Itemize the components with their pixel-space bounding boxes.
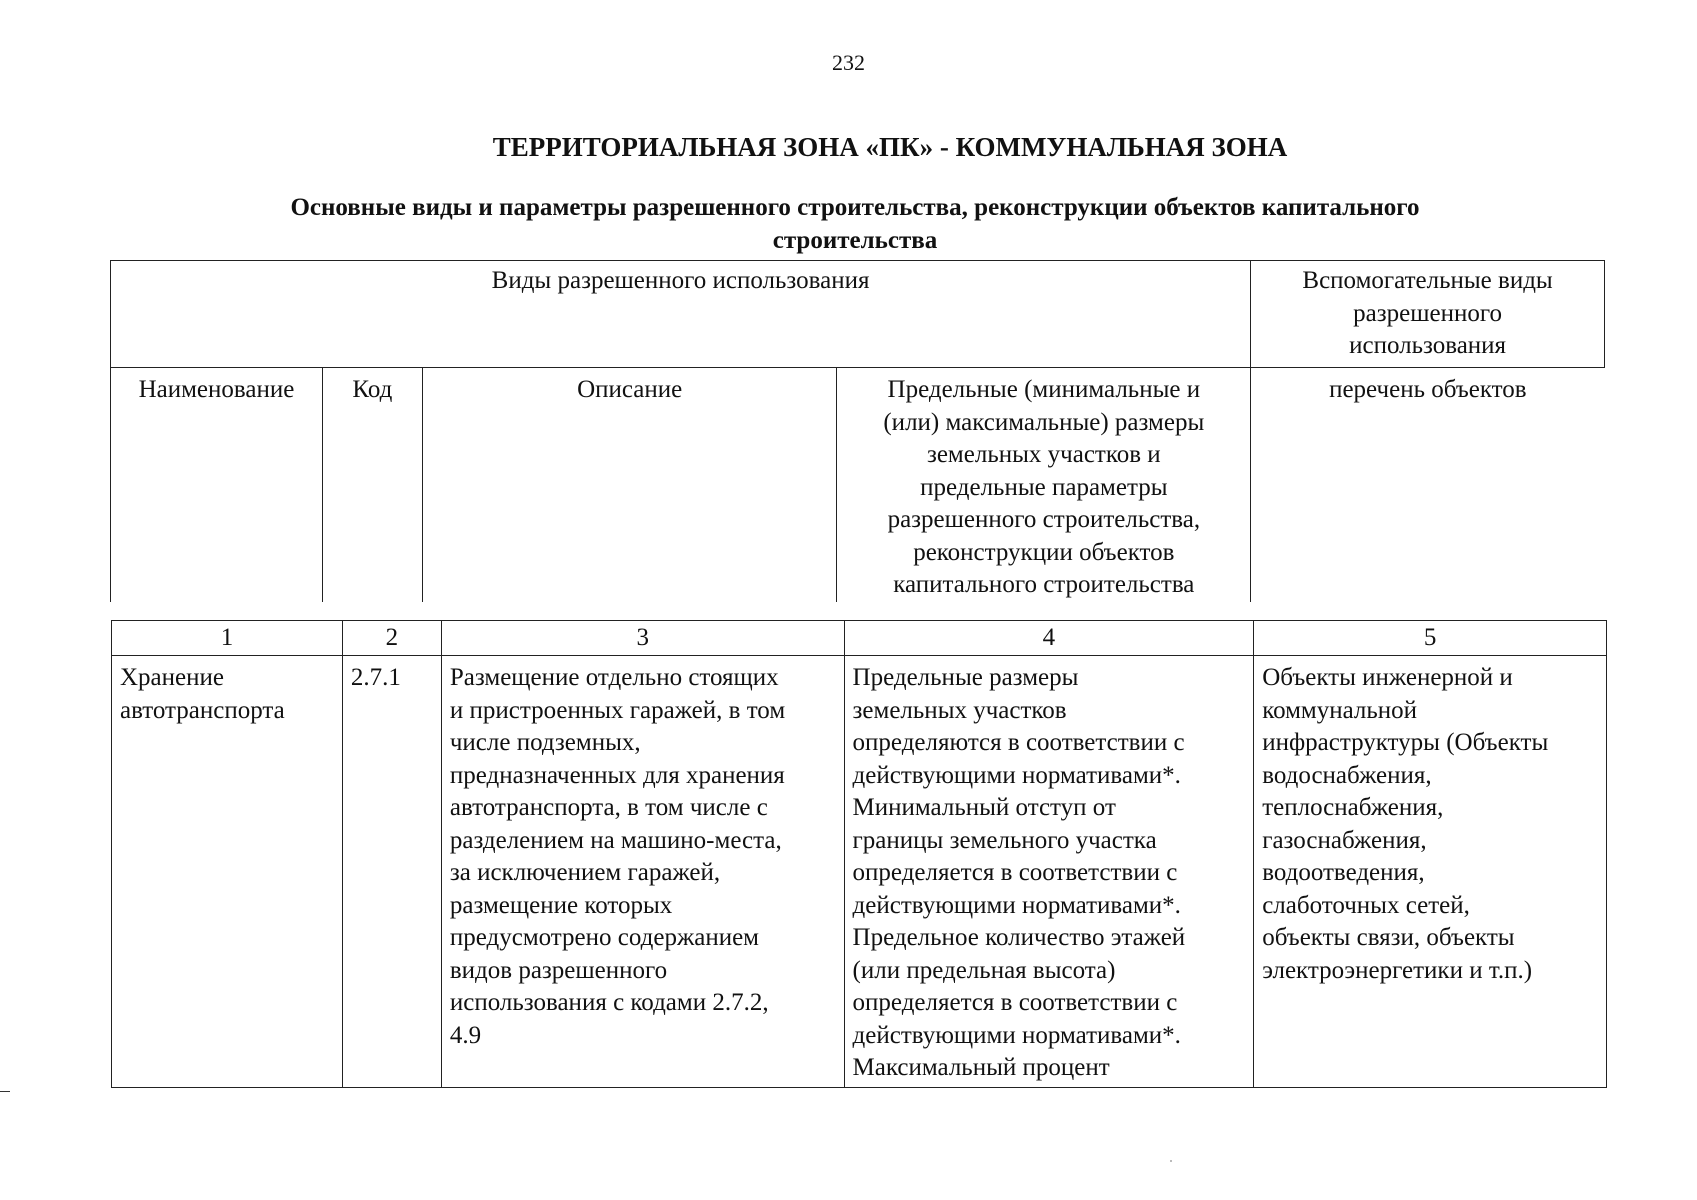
- column-numbers-row: [112, 621, 1607, 656]
- margin-mark: [0, 1091, 10, 1092]
- parameters-header-line: капитального строительства: [893, 571, 1195, 598]
- cell-line: разделением на машино-места,: [449, 826, 782, 854]
- cell-line: определяется в соответствии с: [852, 859, 1178, 886]
- parameters-header-line: земельных участков и: [926, 441, 1161, 468]
- cell-line: действующими нормативами*.: [852, 891, 1181, 919]
- parameters-header-line: разрешенного строительства,: [887, 506, 1201, 533]
- cell-line: газоснабжения,: [1262, 826, 1427, 854]
- cell-description: [441, 656, 844, 1088]
- column-number: 5: [1254, 621, 1607, 656]
- auxiliary-uses-label-line: Вспомогательные виды: [1302, 267, 1553, 294]
- cell-line: числе подземных,: [449, 729, 641, 756]
- cell-line: Максимальный процент: [852, 1054, 1110, 1081]
- cell-line: электроэнергетики и т.п.): [1262, 956, 1533, 984]
- cell-line: Минимальный отступ от: [852, 794, 1116, 821]
- cell-line: 4.9: [449, 1021, 482, 1049]
- cell-line: видов разрешенного: [449, 956, 668, 984]
- zone-uses-table: [111, 620, 1607, 1088]
- cell-line: (или предельная высота): [852, 956, 1116, 984]
- auxiliary-uses-label-line: разрешенного: [1353, 299, 1502, 327]
- page-number: 232: [832, 50, 865, 75]
- cell-line: теплоснабжения,: [1262, 794, 1444, 821]
- subtitle-line-1: Основные виды и параметры разрешенного строительства, реконструкции объектов капитального: [290, 194, 1420, 221]
- cell-line: водоотведения,: [1262, 859, 1425, 886]
- cell-line: за исключением гаражей,: [449, 859, 721, 886]
- cell-line: и пристроенных гаражей, в том: [449, 696, 786, 724]
- cell-line: коммунальной: [1262, 696, 1418, 724]
- table-row: [112, 656, 1607, 1088]
- cell-line: использования с кодами 2.7.2,: [449, 989, 769, 1016]
- cell-line: Предельные размеры: [852, 664, 1079, 691]
- column-number: 1: [112, 621, 343, 656]
- cell-line: Предельное количество этажей: [852, 924, 1186, 951]
- cell-name: [112, 656, 343, 1088]
- zone-title: ТЕРРИТОРИАЛЬНАЯ ЗОНА «ПК» - КОММУНАЛЬНАЯ ЗОНА: [492, 132, 1288, 162]
- parameters-header-line: реконструкции объектов: [913, 538, 1175, 566]
- column-header-parameters: [837, 368, 1251, 602]
- cell-line: инфраструктуры (Объекты: [1262, 729, 1549, 756]
- cell-line: действующими нормативами*.: [852, 761, 1181, 789]
- cell-line: границы земельного участка: [852, 826, 1157, 854]
- permitted-uses-header: [111, 261, 1251, 368]
- cell-line: Объекты инженерной и: [1262, 664, 1513, 691]
- subtitle-line-2: строительства: [772, 227, 938, 254]
- column-number: 2: [342, 621, 441, 656]
- cell-line: объекты связи, объекты: [1262, 924, 1515, 951]
- column-header-name: Наименование: [111, 368, 323, 602]
- column-number: 4: [844, 621, 1254, 656]
- cell-line: автотранспорта: [120, 696, 285, 724]
- cell-line: действующими нормативами*.: [852, 1021, 1181, 1049]
- cell-parameters: [844, 656, 1254, 1088]
- cell-line: определяются в соответствии с: [852, 729, 1185, 756]
- auxiliary-uses-header: [1251, 261, 1605, 368]
- cell-line: земельных участков: [852, 696, 1067, 724]
- cell-code: 2.7.1: [342, 656, 441, 1088]
- scan-speck: [1170, 1160, 1172, 1162]
- column-header-description: Описание: [422, 368, 837, 602]
- cell-line: слаботочных сетей,: [1262, 891, 1470, 919]
- parameters-header-line: предельные параметры: [920, 473, 1168, 501]
- cell-line: Хранение: [120, 664, 224, 691]
- permitted-uses-label: Виды разрешенного использования: [491, 267, 870, 294]
- cell-line: предусмотрено содержанием: [449, 924, 760, 951]
- cell-line: размещение которых: [449, 891, 673, 919]
- parameters-header-line: Предельные (минимальные и: [887, 376, 1201, 403]
- header-table: [110, 260, 1605, 602]
- parameters-header-line: (или) максимальные) размеры: [883, 408, 1205, 436]
- column-number: 3: [441, 621, 844, 656]
- column-header-code: Код: [322, 368, 422, 602]
- column-header-objects-list: перечень объектов: [1251, 368, 1605, 602]
- cell-auxiliary-objects: [1254, 656, 1607, 1088]
- auxiliary-uses-label-line: использования: [1349, 332, 1507, 359]
- cell-line: водоснабжения,: [1262, 761, 1432, 789]
- section-subtitle: [200, 191, 1510, 257]
- cell-line: автотранспорта, в том числе с: [449, 794, 768, 821]
- cell-line: Размещение отдельно стоящих: [449, 664, 779, 691]
- cell-line: определяется в соответствии с: [852, 989, 1178, 1016]
- cell-line: предназначенных для хранения: [449, 761, 785, 789]
